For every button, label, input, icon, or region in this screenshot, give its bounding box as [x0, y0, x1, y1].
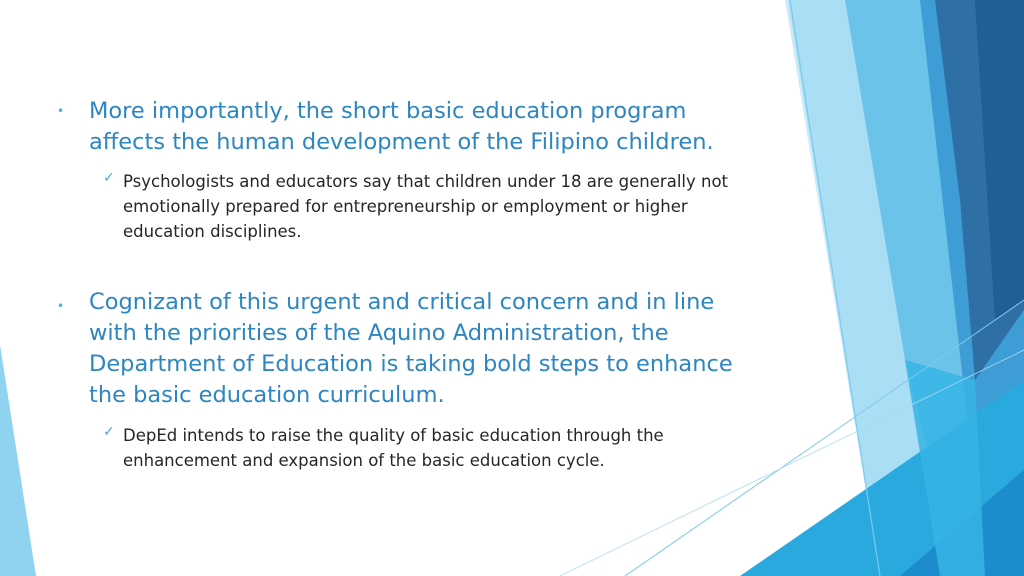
- check-2-marker: ✓: [103, 424, 115, 440]
- bullet-2-text: Cognizant of this urgent and critical concern and in line with the priorities of the Aquino Administration, the Department of Education is taking bold steps to enhance the basic education curriculum.: [89, 289, 733, 408]
- check-1-marker: ✓: [103, 170, 115, 186]
- bullet-2-marker: •: [57, 299, 65, 313]
- sub-bullet-2-text: DepEd intends to raise the quality of basic education through the enhancement and expansion of the basic education cycle.: [123, 426, 664, 470]
- sub-bullet-1-text: Psychologists and educators say that children under 18 are generally not emotionally prepared for entrepreneurship or employment or higher education disciplines.: [123, 172, 729, 241]
- bullet-1-text: More importantly, the short basic education program affects the human development of the Filipino children.: [89, 98, 714, 155]
- bullet-1-marker: •: [57, 104, 65, 118]
